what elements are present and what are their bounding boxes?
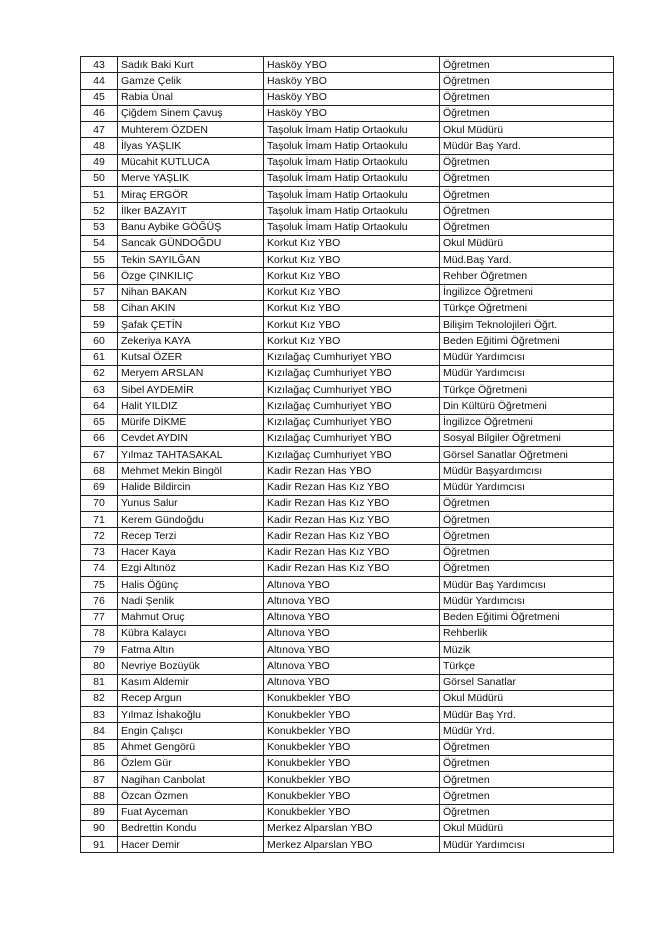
row-number: 66 (81, 430, 118, 446)
staff-table (80, 56, 614, 853)
row-number: 45 (81, 89, 118, 105)
table-row (81, 89, 614, 105)
table-row (81, 219, 614, 235)
school-name: Kadir Rezan Has Kız YBO (264, 479, 440, 495)
row-number: 57 (81, 284, 118, 300)
job-title: Okul Müdürü (440, 235, 614, 251)
person-name: Özcan Özmen (118, 788, 264, 804)
row-number: 55 (81, 252, 118, 268)
school-name: Korkut Kız YBO (264, 317, 440, 333)
person-name: Nagihan Canbolat (118, 772, 264, 788)
row-number: 53 (81, 219, 118, 235)
person-name: Yılmaz TAHTASAKAL (118, 447, 264, 463)
job-title: Öğretmen (440, 187, 614, 203)
school-name: Hasköy YBO (264, 105, 440, 121)
table-row (81, 365, 614, 381)
school-name: Konukbekler YBO (264, 723, 440, 739)
school-name: Kadir Rezan Has Kız YBO (264, 495, 440, 511)
table-row (81, 642, 614, 658)
person-name: Meryem ARSLAN (118, 365, 264, 381)
row-number: 86 (81, 755, 118, 771)
row-number: 78 (81, 625, 118, 641)
school-name: Altınova YBO (264, 609, 440, 625)
row-number: 71 (81, 512, 118, 528)
person-name: Miraç ERGÖR (118, 187, 264, 203)
person-name: Muhterem ÖZDEN (118, 122, 264, 138)
person-name: Kutsal ÖZER (118, 349, 264, 365)
table-row (81, 317, 614, 333)
job-title: Öğretmen (440, 544, 614, 560)
person-name: Halide Bildircin (118, 479, 264, 495)
job-title: Müdür Yardımcısı (440, 593, 614, 609)
job-title: Öğretmen (440, 219, 614, 235)
person-name: Nihan BAKAN (118, 284, 264, 300)
row-number: 61 (81, 349, 118, 365)
school-name: Hasköy YBO (264, 73, 440, 89)
table-row (81, 398, 614, 414)
row-number: 72 (81, 528, 118, 544)
job-title: Öğretmen (440, 755, 614, 771)
table-row (81, 495, 614, 511)
job-title: Öğretmen (440, 804, 614, 820)
person-name: İlyas YAŞLIK (118, 138, 264, 154)
person-name: Mücahit KUTLUCA (118, 154, 264, 170)
table-row (81, 544, 614, 560)
job-title: Beden Eğitimi Öğretmeni (440, 333, 614, 349)
school-name: Altınova YBO (264, 674, 440, 690)
school-name: Korkut Kız YBO (264, 333, 440, 349)
row-number: 59 (81, 317, 118, 333)
job-title: Öğretmen (440, 772, 614, 788)
table-row (81, 479, 614, 495)
row-number: 83 (81, 707, 118, 723)
row-number: 58 (81, 300, 118, 316)
job-title: Öğretmen (440, 57, 614, 73)
school-name: Kızılağaç Cumhuriyet YBO (264, 365, 440, 381)
job-title: Müdür Yardımcısı (440, 479, 614, 495)
table-row (81, 609, 614, 625)
job-title: Beden Eğitimi Öğretmeni (440, 609, 614, 625)
person-name: İlker BAZAYIT (118, 203, 264, 219)
table-row (81, 333, 614, 349)
row-number: 48 (81, 138, 118, 154)
school-name: Taşoluk İmam Hatip Ortaokulu (264, 138, 440, 154)
row-number: 43 (81, 57, 118, 73)
person-name: Yunus Salur (118, 495, 264, 511)
job-title: Görsel Sanatlar Öğretmeni (440, 447, 614, 463)
table-row (81, 382, 614, 398)
row-number: 64 (81, 398, 118, 414)
person-name: Rabia Ünal (118, 89, 264, 105)
person-name: Halis Öğünç (118, 577, 264, 593)
person-name: Engin Çalışcı (118, 723, 264, 739)
table-row (81, 105, 614, 121)
person-name: Özge ÇINKILIÇ (118, 268, 264, 284)
person-name: Hacer Demir (118, 837, 264, 853)
school-name: Taşoluk İmam Hatip Ortaokulu (264, 170, 440, 186)
row-number: 68 (81, 463, 118, 479)
person-name: Kübra Kalaycı (118, 625, 264, 641)
table-row (81, 447, 614, 463)
table-row (81, 577, 614, 593)
school-name: Kadir Rezan Has Kız YBO (264, 512, 440, 528)
row-number: 88 (81, 788, 118, 804)
school-name: Kızılağaç Cumhuriyet YBO (264, 382, 440, 398)
table-row (81, 463, 614, 479)
school-name: Konukbekler YBO (264, 707, 440, 723)
table-row (81, 820, 614, 836)
person-name: Recep Argun (118, 690, 264, 706)
person-name: Kerem Gündoğdu (118, 512, 264, 528)
job-title: Müdür Baş Yardımcısı (440, 577, 614, 593)
job-title: İngilizce Öğretmeni (440, 284, 614, 300)
row-number: 91 (81, 837, 118, 853)
job-title: Öğretmen (440, 512, 614, 528)
person-name: Bedrettin Kondu (118, 820, 264, 836)
person-name: Recep Terzi (118, 528, 264, 544)
job-title: Öğretmen (440, 154, 614, 170)
job-title: Rehber Öğretmen (440, 268, 614, 284)
row-number: 54 (81, 235, 118, 251)
person-name: Gamze Çelik (118, 73, 264, 89)
job-title: Türkçe Öğretmeni (440, 300, 614, 316)
job-title: Okul Müdürü (440, 122, 614, 138)
table-row (81, 203, 614, 219)
row-number: 75 (81, 577, 118, 593)
job-title: Türkçe (440, 658, 614, 674)
person-name: Zekeriya KAYA (118, 333, 264, 349)
table-row (81, 723, 614, 739)
job-title: Öğretmen (440, 73, 614, 89)
row-number: 74 (81, 560, 118, 576)
job-title: Öğretmen (440, 170, 614, 186)
job-title: Müdür Yrd. (440, 723, 614, 739)
school-name: Altınova YBO (264, 658, 440, 674)
job-title: Okul Müdürü (440, 820, 614, 836)
person-name: Çiğdem Sinem Çavuş (118, 105, 264, 121)
table-row (81, 349, 614, 365)
school-name: Kızılağaç Cumhuriyet YBO (264, 414, 440, 430)
table-row (81, 512, 614, 528)
table-row (81, 73, 614, 89)
person-name: Ezgi Altınöz (118, 560, 264, 576)
row-number: 62 (81, 365, 118, 381)
row-number: 81 (81, 674, 118, 690)
row-number: 51 (81, 187, 118, 203)
row-number: 82 (81, 690, 118, 706)
school-name: Merkez Alparslan YBO (264, 820, 440, 836)
row-number: 85 (81, 739, 118, 755)
table-row (81, 57, 614, 73)
table-row (81, 284, 614, 300)
school-name: Taşoluk İmam Hatip Ortaokulu (264, 187, 440, 203)
table-row (81, 707, 614, 723)
job-title: Görsel Sanatlar (440, 674, 614, 690)
school-name: Konukbekler YBO (264, 788, 440, 804)
job-title: Rehberlik (440, 625, 614, 641)
person-name: Yılmaz İshakoğlu (118, 707, 264, 723)
job-title: Öğretmen (440, 203, 614, 219)
person-name: Sadık Baki Kurt (118, 57, 264, 73)
job-title: Müzik (440, 642, 614, 658)
school-name: Korkut Kız YBO (264, 268, 440, 284)
job-title: Öğretmen (440, 788, 614, 804)
person-name: Kasım Aldemir (118, 674, 264, 690)
person-name: Tekin SAYILĞAN (118, 252, 264, 268)
job-title: Müdür Yardımcısı (440, 365, 614, 381)
school-name: Korkut Kız YBO (264, 235, 440, 251)
school-name: Kızılağaç Cumhuriyet YBO (264, 398, 440, 414)
table-row (81, 625, 614, 641)
job-title: Müdür Baş Yrd. (440, 707, 614, 723)
school-name: Taşoluk İmam Hatip Ortaokulu (264, 203, 440, 219)
table-row (81, 170, 614, 186)
person-name: Nadi Şenlik (118, 593, 264, 609)
table-row (81, 138, 614, 154)
job-title: Müdür Yardımcısı (440, 837, 614, 853)
job-title: Müdür Başyardımcısı (440, 463, 614, 479)
table-row (81, 560, 614, 576)
job-title: Öğretmen (440, 89, 614, 105)
row-number: 69 (81, 479, 118, 495)
school-name: Konukbekler YBO (264, 739, 440, 755)
school-name: Altınova YBO (264, 625, 440, 641)
person-name: Fuat Ayceman (118, 804, 264, 820)
job-title: Öğretmen (440, 495, 614, 511)
school-name: Taşoluk İmam Hatip Ortaokulu (264, 154, 440, 170)
person-name: Sibel AYDEMİR (118, 382, 264, 398)
table-row (81, 430, 614, 446)
job-title: Müdür Yardımcısı (440, 349, 614, 365)
row-number: 67 (81, 447, 118, 463)
row-number: 70 (81, 495, 118, 511)
table-row (81, 593, 614, 609)
table-row (81, 658, 614, 674)
job-title: Türkçe Öğretmeni (440, 382, 614, 398)
person-name: Cihan AKIN (118, 300, 264, 316)
table-row (81, 414, 614, 430)
job-title: Müdür Baş Yard. (440, 138, 614, 154)
school-name: Korkut Kız YBO (264, 300, 440, 316)
school-name: Konukbekler YBO (264, 804, 440, 820)
person-name: Şafak ÇETİN (118, 317, 264, 333)
person-name: Cevdet AYDIN (118, 430, 264, 446)
staff-table-body (81, 57, 614, 853)
job-title: Öğretmen (440, 739, 614, 755)
school-name: Hasköy YBO (264, 89, 440, 105)
school-name: Kadir Rezan Has Kız YBO (264, 560, 440, 576)
person-name: Banu Aybike GÖĞÜŞ (118, 219, 264, 235)
row-number: 79 (81, 642, 118, 658)
job-title: Sosyal Bilgiler Öğretmeni (440, 430, 614, 446)
school-name: Konukbekler YBO (264, 772, 440, 788)
person-name: Mahmut Oruç (118, 609, 264, 625)
person-name: Fatma Altın (118, 642, 264, 658)
job-title: İngilizce Öğretmeni (440, 414, 614, 430)
school-name: Hasköy YBO (264, 57, 440, 73)
table-row (81, 235, 614, 251)
table-row (81, 690, 614, 706)
person-name: Mürife DİKME (118, 414, 264, 430)
person-name: Ahmet Gengörü (118, 739, 264, 755)
person-name: Sancak GÜNDOĞDU (118, 235, 264, 251)
school-name: Konukbekler YBO (264, 690, 440, 706)
school-name: Altınova YBO (264, 642, 440, 658)
person-name: Nevriye Bozüyük (118, 658, 264, 674)
job-title: Bilişim Teknolojileri Öğrt. (440, 317, 614, 333)
row-number: 60 (81, 333, 118, 349)
school-name: Kızılağaç Cumhuriyet YBO (264, 430, 440, 446)
row-number: 49 (81, 154, 118, 170)
table-row (81, 772, 614, 788)
school-name: Korkut Kız YBO (264, 252, 440, 268)
table-row (81, 674, 614, 690)
table-row (81, 528, 614, 544)
person-name: Hacer Kaya (118, 544, 264, 560)
school-name: Altınova YBO (264, 577, 440, 593)
table-row (81, 755, 614, 771)
table-row (81, 252, 614, 268)
row-number: 76 (81, 593, 118, 609)
row-number: 90 (81, 820, 118, 836)
person-name: Halit YILDIZ (118, 398, 264, 414)
row-number: 50 (81, 170, 118, 186)
table-row (81, 187, 614, 203)
table-row (81, 122, 614, 138)
row-number: 77 (81, 609, 118, 625)
school-name: Taşoluk İmam Hatip Ortaokulu (264, 219, 440, 235)
school-name: Korkut Kız YBO (264, 284, 440, 300)
school-name: Altınova YBO (264, 593, 440, 609)
row-number: 56 (81, 268, 118, 284)
row-number: 65 (81, 414, 118, 430)
table-row (81, 804, 614, 820)
school-name: Kızılağaç Cumhuriyet YBO (264, 349, 440, 365)
job-title: Okul Müdürü (440, 690, 614, 706)
table-row (81, 739, 614, 755)
row-number: 63 (81, 382, 118, 398)
school-name: Taşoluk İmam Hatip Ortaokulu (264, 122, 440, 138)
table-row (81, 837, 614, 853)
row-number: 47 (81, 122, 118, 138)
table-row (81, 300, 614, 316)
row-number: 84 (81, 723, 118, 739)
person-name: Merve YAŞLIK (118, 170, 264, 186)
job-title: Öğretmen (440, 560, 614, 576)
person-name: Mehmet Mekin Bingöl (118, 463, 264, 479)
table-row (81, 154, 614, 170)
school-name: Kadir Rezan Has Kız YBO (264, 544, 440, 560)
school-name: Konukbekler YBO (264, 755, 440, 771)
row-number: 52 (81, 203, 118, 219)
school-name: Merkez Alparslan YBO (264, 837, 440, 853)
school-name: Kadir Rezan Has YBO (264, 463, 440, 479)
table-row (81, 268, 614, 284)
job-title: Din Kültürü Öğretmeni (440, 398, 614, 414)
school-name: Kızılağaç Cumhuriyet YBO (264, 447, 440, 463)
row-number: 46 (81, 105, 118, 121)
person-name: Özlem Gür (118, 755, 264, 771)
row-number: 44 (81, 73, 118, 89)
row-number: 89 (81, 804, 118, 820)
job-title: Öğretmen (440, 528, 614, 544)
row-number: 87 (81, 772, 118, 788)
job-title: Müd.Baş Yard. (440, 252, 614, 268)
school-name: Kadir Rezan Has Kız YBO (264, 528, 440, 544)
row-number: 80 (81, 658, 118, 674)
table-row (81, 788, 614, 804)
job-title: Öğretmen (440, 105, 614, 121)
row-number: 73 (81, 544, 118, 560)
